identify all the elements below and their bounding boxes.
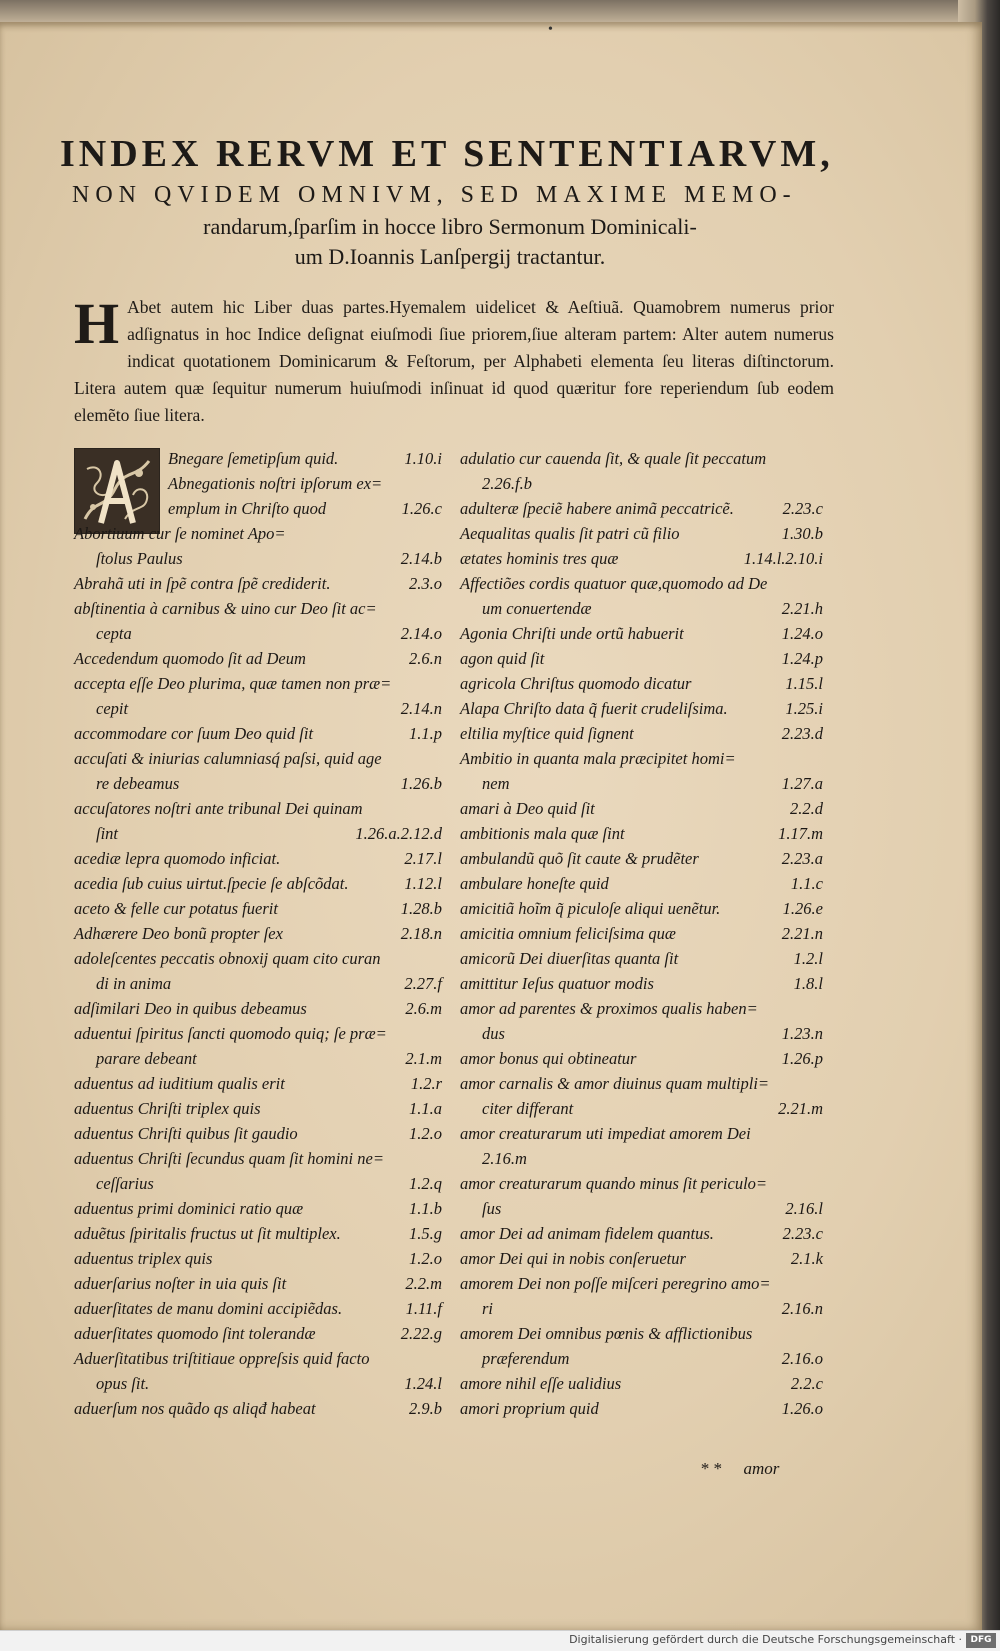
- index-entry: [74, 746, 444, 771]
- signature-mark: * *: [700, 1459, 722, 1478]
- entry-text: citer differant: [482, 1099, 574, 1118]
- entry-reference: 1.1.c: [790, 874, 823, 893]
- entry-text: aduentus Chriſti triplex quis: [74, 1099, 261, 1118]
- entry-text: um conuertendæ: [482, 599, 592, 618]
- title-line-4: um D.Ioannis Lanſpergij tractantur.: [294, 244, 606, 269]
- index-entry: [460, 1071, 825, 1096]
- index-entry: [74, 1071, 444, 1096]
- entry-reference: 1.28.b: [400, 899, 442, 918]
- entry-text: amicitia omnium feliciſsima quæ: [460, 924, 676, 943]
- entry-text: nem: [482, 774, 510, 793]
- entry-reference: 1.15.l: [785, 674, 823, 693]
- entry-reference: 2.23.a: [781, 849, 823, 868]
- entry-reference: 2.1.m: [405, 1049, 442, 1068]
- entry-reference: 1.24.l: [404, 1374, 442, 1393]
- entry-text: accuſatores noſtri ante tribunal Dei quinam: [74, 799, 363, 818]
- index-entry: [460, 771, 825, 796]
- index-entry: [460, 846, 825, 871]
- entry-text: amorem Dei omnibus pœnis & afflictionibus: [460, 1324, 753, 1343]
- entry-text: amor ad parentes & proximos qualis haben=: [460, 999, 758, 1018]
- entry-text: 2.16.m: [482, 1149, 527, 1168]
- index-entry: [460, 746, 825, 771]
- entry-reference: 1.1.a: [409, 1099, 442, 1118]
- index-entry: [74, 1021, 444, 1046]
- index-entry: [74, 596, 444, 621]
- entry-text: amicitiã hoĩm q̃ piculoſe aliqui uenẽtur.: [460, 899, 721, 918]
- entry-reference: 1.24.o: [781, 624, 823, 643]
- index-entry: [74, 821, 444, 846]
- entry-text: aduerſitates de manu domini accipiẽdas.: [74, 1299, 343, 1318]
- entry-text: amorem Dei non poſſe miſceri peregrino amo=: [460, 1274, 771, 1293]
- entry-reference: 1.14.l.2.10.i: [743, 549, 823, 568]
- entry-reference: 2.22.g: [400, 1324, 442, 1343]
- entry-reference: 1.1.b: [409, 1199, 442, 1218]
- index-entry: [74, 1396, 444, 1421]
- entry-reference: 2.23.c: [782, 499, 823, 518]
- index-entry: [74, 646, 444, 671]
- index-column-left: [74, 446, 444, 1421]
- entry-reference: 2.16.o: [781, 1349, 823, 1368]
- entry-text: abſtinentia à carnibus & uino cur Deo ſit ac=: [74, 599, 377, 618]
- entry-reference: 2.21.m: [778, 1099, 823, 1118]
- entry-reference: 2.2.m: [405, 1274, 442, 1293]
- index-entry: [460, 621, 825, 646]
- entry-reference: 1.26.o: [781, 1399, 823, 1418]
- index-entry: [74, 1346, 444, 1371]
- entry-text: amor bonus qui obtineatur: [460, 1049, 637, 1068]
- entry-reference: 2.21.n: [781, 924, 823, 943]
- entry-text: Ambitio in quanta mala præcipitet homi=: [460, 749, 736, 768]
- entry-text: agricola Chriſtus quomodo dicatur: [460, 674, 692, 693]
- entry-text: acedia ſub cuius uirtut.ſpecie ſe abſcõdat.: [74, 874, 349, 893]
- entry-text: ſint: [96, 824, 119, 843]
- entry-text: aduentus ad iuditium qualis erit: [74, 1074, 285, 1093]
- entry-reference: 1.2.o: [409, 1124, 442, 1143]
- entry-text: ſus: [482, 1199, 502, 1218]
- index-entry: [74, 696, 444, 721]
- entry-reference: 2.3.o: [409, 574, 442, 593]
- entry-text: Alapa Chriſto data q̃ fuerit crudeliſsima.: [460, 699, 728, 718]
- entry-text: Accedendum quomodo ſit ad Deum: [74, 649, 306, 668]
- index-entry: [74, 1046, 444, 1071]
- entry-reference: 2.6.m: [405, 999, 442, 1018]
- index-entry: [460, 921, 825, 946]
- entry-text: adoleſcentes peccatis obnoxij quam cito curan: [74, 949, 381, 968]
- entry-text: Abortiuum cur ſe nominet Apo=: [74, 524, 286, 543]
- index-entry: [460, 1271, 825, 1296]
- entry-reference: 1.2.o: [409, 1249, 442, 1268]
- entry-text: aduẽtus ſpiritalis fructus ut ſit multiplex.: [74, 1224, 341, 1243]
- index-entry: [74, 571, 444, 596]
- index-entry: [460, 521, 825, 546]
- entry-text: ambitionis mala quæ ſint: [460, 824, 625, 843]
- entry-text: adulteræ ſpeciẽ habere animã peccatricẽ.: [460, 499, 734, 518]
- entry-reference: 2.14.b: [400, 549, 442, 568]
- entry-text: amittitur Ieſus quatuor modis: [460, 974, 654, 993]
- index-entry: [460, 546, 825, 571]
- index-entry: [74, 921, 444, 946]
- entry-text: amor creaturarum quando minus ſit periculo=: [460, 1174, 768, 1193]
- entry-reference: 2.23.d: [781, 724, 823, 743]
- entry-text: Bnegare ſemetipſum quid.: [168, 449, 339, 468]
- entry-reference: 2.16.n: [781, 1299, 823, 1318]
- entry-text: amor Dei ad animam fidelem quantus.: [460, 1224, 714, 1243]
- entry-text: Adhærere Deo bonũ propter ſex: [74, 924, 283, 943]
- entry-text: acediæ lepra quomodo inficiat.: [74, 849, 281, 868]
- entry-text: cepit: [96, 699, 129, 718]
- entry-reference: 1.12.l: [404, 874, 442, 893]
- index-entry: [74, 1146, 444, 1171]
- entry-reference: 1.2.q: [409, 1174, 442, 1193]
- entry-text: emplum in Chriſto quod: [168, 499, 327, 518]
- index-title: [60, 130, 840, 272]
- entry-reference: 1.2.r: [410, 1074, 442, 1093]
- entry-reference: 2.6.n: [409, 649, 442, 668]
- entry-text: ambulare honeſte quid: [460, 874, 609, 893]
- entry-text: amore nihil eſſe ualidius: [460, 1374, 622, 1393]
- entry-text: amor Dei qui in nobis conſeruetur: [460, 1249, 686, 1268]
- entry-reference: 2.1.k: [790, 1249, 823, 1268]
- index-column-right: [460, 446, 825, 1421]
- dfg-logo: DFG: [966, 1633, 996, 1648]
- entry-text: di in anima: [96, 974, 172, 993]
- index-entry: [460, 671, 825, 696]
- index-entry: [74, 971, 444, 996]
- entry-reference: 1.2.l: [793, 949, 823, 968]
- entry-text: ſtolus Paulus: [96, 549, 183, 568]
- entry-text: aduentui ſpiritus ſancti quomodo quiq; ſe præ=: [74, 1024, 387, 1043]
- entry-reference: 1.25.i: [785, 699, 823, 718]
- index-entry: [460, 446, 825, 471]
- index-entry: [74, 946, 444, 971]
- entry-reference: 1.26.a.2.12.d: [355, 824, 442, 843]
- entry-text: opus ſit.: [96, 1374, 150, 1393]
- entry-text: aduerſarius noſter in uia quis ſit: [74, 1274, 287, 1293]
- entry-text: re debeamus: [96, 774, 180, 793]
- entry-reference: 2.17.l: [404, 849, 442, 868]
- index-entry: [460, 1246, 825, 1271]
- page-mark: •: [548, 22, 553, 37]
- entry-text: præferendum: [482, 1349, 570, 1368]
- catchword: amor: [743, 1459, 780, 1478]
- index-entry: [460, 596, 825, 621]
- index-entry: [460, 471, 825, 496]
- entry-reference: 1.30.b: [781, 524, 823, 543]
- index-entry: [460, 1321, 825, 1346]
- index-entry: [460, 1121, 825, 1146]
- index-entry: [460, 1021, 825, 1046]
- index-entry: [74, 1171, 444, 1196]
- index-entry: [74, 1196, 444, 1221]
- entry-text: eltilia myſtice quid ſignent: [460, 724, 634, 743]
- index-entry: [74, 1221, 444, 1246]
- entry-text: Abrahã uti in ſpẽ contra ſpẽ crediderit.: [74, 574, 331, 593]
- index-entry: [74, 1371, 444, 1396]
- entry-text: adſimilari Deo in quibus debeamus: [74, 999, 307, 1018]
- entry-reference: 1.26.e: [782, 899, 823, 918]
- index-entry: [460, 1371, 825, 1396]
- entry-reference: 2.27.f: [404, 974, 442, 993]
- entry-text: cepta: [96, 624, 132, 643]
- entry-text: amor creaturarum uti impediat amorem Dei: [460, 1124, 751, 1143]
- entry-reference: 2.18.n: [400, 924, 442, 943]
- entry-reference: 2.2.d: [790, 799, 823, 818]
- entry-reference: 1.17.m: [778, 824, 823, 843]
- entry-text: amicorũ Dei diuerſitas quanta ſit: [460, 949, 679, 968]
- index-entry: [74, 996, 444, 1021]
- index-entry: [74, 1296, 444, 1321]
- index-entry: [74, 471, 444, 496]
- entry-text: Aduerſitatibus triſtitiaue oppreſsis quid facto: [74, 1349, 370, 1368]
- intro-text: Abet autem hic Liber duas partes.Hyemalem uidelicet & Aeſtiuã. Quamobrem numerus prior adſignatus in hoc Indice deſignat eiuſmodi ſiue priorem,ſiue alteram partem: Alter autem numerus indicat quotationem Dominicarum & Feſtorum, per Alphabeti elementa ſeu literas diſtinctorum. Litera autem quæ ſequitur numerum huiuſmodi inſinuat id quod quæritur fore reperiendum ſub eodem elemẽto ſiue litera.: [74, 297, 834, 425]
- entry-text: ætates hominis tres quæ: [460, 549, 619, 568]
- index-entry: [74, 1096, 444, 1121]
- index-entry: [74, 771, 444, 796]
- index-entry: [460, 1196, 825, 1221]
- entry-text: ambulandũ quõ ſit caute & prudẽter: [460, 849, 699, 868]
- intro-paragraph: [74, 291, 834, 429]
- index-entry: [460, 1146, 825, 1171]
- index-entry: [460, 646, 825, 671]
- index-entry: [460, 1221, 825, 1246]
- entry-reference: 1.10.i: [404, 449, 442, 468]
- index-entry: [74, 796, 444, 821]
- entry-text: adulatio cur cauenda ſit, & quale ſit peccatum: [460, 449, 767, 468]
- index-entry: [460, 1396, 825, 1421]
- entry-reference: 1.27.a: [781, 774, 823, 793]
- entry-text: dus: [482, 1024, 505, 1043]
- entry-reference: 1.26.c: [401, 499, 442, 518]
- index-entry: [74, 1246, 444, 1271]
- entry-reference: 1.5.g: [409, 1224, 442, 1243]
- entry-text: accuſati & iniurias calumniasq́ paſsi, quid age: [74, 749, 382, 768]
- entry-text: amor carnalis & amor diuinus quam multipli=: [460, 1074, 770, 1093]
- entry-reference: 2.23.c: [782, 1224, 823, 1243]
- entry-reference: 1.26.b: [400, 774, 442, 793]
- index-entry: [74, 1121, 444, 1146]
- index-entry: [460, 1346, 825, 1371]
- title-line-2: NON QVIDEM OMNIVM, SED MAXIME MEMO-: [72, 182, 797, 208]
- index-entry: [74, 1271, 444, 1296]
- index-entry: [460, 696, 825, 721]
- entry-text: aduerſitates quomodo ſint tolerandæ: [74, 1324, 316, 1343]
- entry-text: accepta eſſe Deo plurima, quæ tamen non præ=: [74, 674, 392, 693]
- index-entry: [74, 871, 444, 896]
- index-entry: [74, 496, 444, 521]
- entry-reference: 2.14.o: [400, 624, 442, 643]
- dropcap-h: H: [74, 291, 120, 356]
- index-entry: [460, 571, 825, 596]
- entry-reference: 1.8.l: [793, 974, 823, 993]
- index-entry: [74, 1321, 444, 1346]
- title-line-1: INDEX RERVM ET SENTENTIARVM,: [60, 133, 834, 175]
- entry-text: parare debeant: [96, 1049, 197, 1068]
- index-entry: [74, 546, 444, 571]
- index-entry: [460, 1046, 825, 1071]
- book-page: [0, 22, 982, 1630]
- index-entry: [460, 871, 825, 896]
- entry-text: aduentus triplex quis: [74, 1249, 213, 1268]
- entry-reference: 1.1.p: [409, 724, 442, 743]
- index-entry: [460, 821, 825, 846]
- entry-reference: 2.2.c: [790, 1374, 823, 1393]
- entry-text: aceto & felle cur potatus fuerit: [74, 899, 278, 918]
- signature-line: [700, 1459, 820, 1479]
- index-entry: [460, 721, 825, 746]
- index-entry: [460, 1296, 825, 1321]
- digitization-footer: [0, 1630, 1000, 1651]
- index-entry: [74, 671, 444, 696]
- entry-reference: 2.9.b: [409, 1399, 442, 1418]
- entry-reference: 1.11.f: [405, 1299, 442, 1318]
- entry-reference: 1.23.n: [781, 1024, 823, 1043]
- entry-reference: 2.14.n: [400, 699, 442, 718]
- entry-text: amori proprium quid: [460, 1399, 599, 1418]
- entry-text: ri: [482, 1299, 494, 1318]
- entry-text: Aequalitas qualis ſit patri cũ filio: [460, 524, 680, 543]
- entry-text: Agonia Chriſti unde ortũ habuerit: [460, 624, 684, 643]
- entry-reference: 2.16.l: [785, 1199, 823, 1218]
- entry-text: ceſſarius: [96, 1174, 154, 1193]
- entry-reference: 1.24.p: [781, 649, 823, 668]
- entry-text: Affectiões cordis quatuor quæ,quomodo ad De: [460, 574, 768, 593]
- entry-reference: 1.26.p: [781, 1049, 823, 1068]
- index-entry: [460, 996, 825, 1021]
- index-entry: [460, 1096, 825, 1121]
- index-entry: [460, 971, 825, 996]
- title-line-3: randarum,ſparſim in hocce libro Sermonum Dominicali-: [203, 214, 697, 239]
- index-entry: [74, 521, 444, 546]
- entry-text: 2.26.f.b: [482, 474, 532, 493]
- index-entry: [74, 721, 444, 746]
- entry-text: accommodare cor ſuum Deo quid ſit: [74, 724, 314, 743]
- footer-credit: Digitalisierung gefördert durch die Deutsche Forschungsgemeinschaft ·: [569, 1633, 962, 1646]
- index-entry: [74, 896, 444, 921]
- index-entry: [460, 896, 825, 921]
- index-entry: [74, 621, 444, 646]
- entry-text: Abnegationis noſtri ipſorum ex=: [168, 474, 383, 493]
- entry-text: aduentus Chriſti quibus ſit gaudio: [74, 1124, 298, 1143]
- entry-text: aduerſum nos quãdo qs aliqđ habeat: [74, 1399, 316, 1418]
- index-entry: [460, 496, 825, 521]
- index-entry: [460, 946, 825, 971]
- entry-reference: 2.21.h: [781, 599, 823, 618]
- index-entry: [460, 1171, 825, 1196]
- entry-text: aduentus primi dominici ratio quæ: [74, 1199, 304, 1218]
- entry-text: aduentus Chriſti ſecundus quam ſit homini ne=: [74, 1149, 384, 1168]
- index-entry: [74, 446, 444, 471]
- entry-text: amari à Deo quid ſit: [460, 799, 595, 818]
- index-entry: [74, 846, 444, 871]
- index-entry: [460, 796, 825, 821]
- entry-text: agon quid ſit: [460, 649, 545, 668]
